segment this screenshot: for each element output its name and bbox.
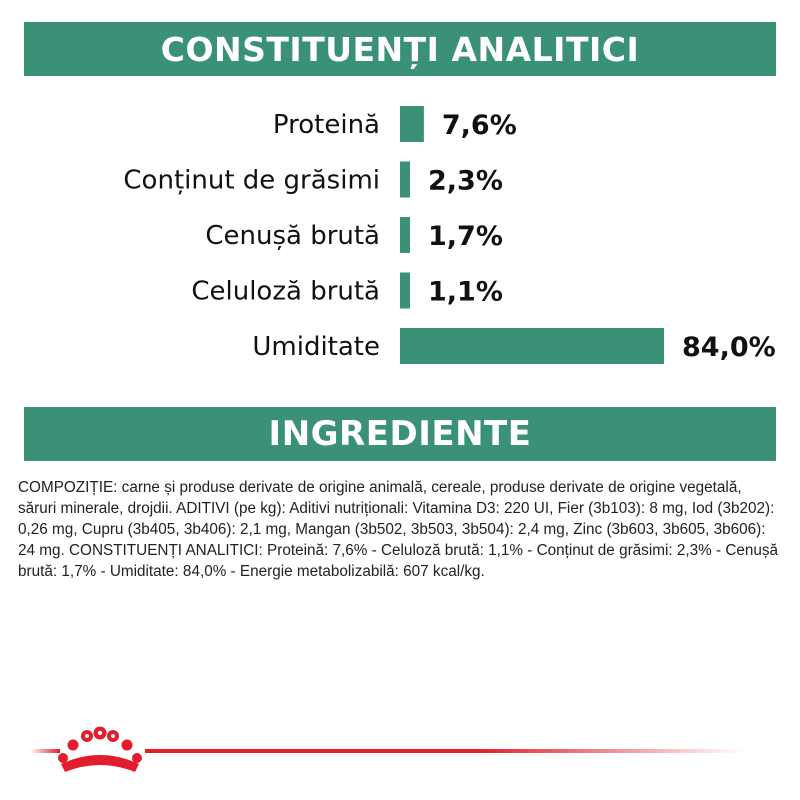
bar-value-label: 84,0%	[682, 332, 776, 363]
bar-label: Cenușă brută	[205, 221, 380, 251]
analytic-constituents-header: CONSTITUENȚI ANALITICI	[24, 22, 776, 76]
bar-label: Proteină	[272, 110, 380, 140]
footer-divider	[145, 749, 745, 753]
bar-value-label: 1,7%	[428, 221, 503, 252]
crown-icon	[55, 724, 145, 779]
bar-label: Celuloză brută	[191, 276, 380, 307]
bar-label: Conținut de grăsimi	[123, 165, 380, 196]
ingredients-header: INGREDIENTE	[24, 407, 776, 461]
bar-value-label: 2,3%	[428, 165, 503, 197]
analytic-constituents-chart	[0, 96, 800, 376]
bar	[400, 162, 410, 198]
bar	[400, 273, 410, 309]
bar	[400, 106, 424, 142]
composition-text: COMPOZIȚIE: carne și produse derivate de origine animală, cereale, produse derivate de origine vegetală, săruri minerale, drojdii. ADITIVI (pe kg): Aditivi nutriționali: Vitamina D3: 220 UI, Fier (3b103): 8 mg, Iod (3b202): 0,26 mg, Cupru (3b405, 3b406): 2,1 mg, Mangan (3b502, 3b503, 3b504): 2,4 mg, Zinc (3b603, 3b605, 3b606): 24 mg. CONSTITUENȚI ANALITICI: Proteină: 7,6% - Celuloză brută: 1,1% - Conținut de grăsimi: 2,3% - Cenușă brută: 1,7% - Umiditate: 84,0% - Energie metabolizabilă: 607 kcal/kg.	[18, 479, 779, 580]
bar-label: Umiditate	[252, 332, 380, 362]
bar-value-label: 1,1%	[428, 276, 503, 308]
bar	[400, 328, 664, 364]
bar	[400, 217, 410, 253]
bar-value-label: 7,6%	[441, 110, 517, 141]
